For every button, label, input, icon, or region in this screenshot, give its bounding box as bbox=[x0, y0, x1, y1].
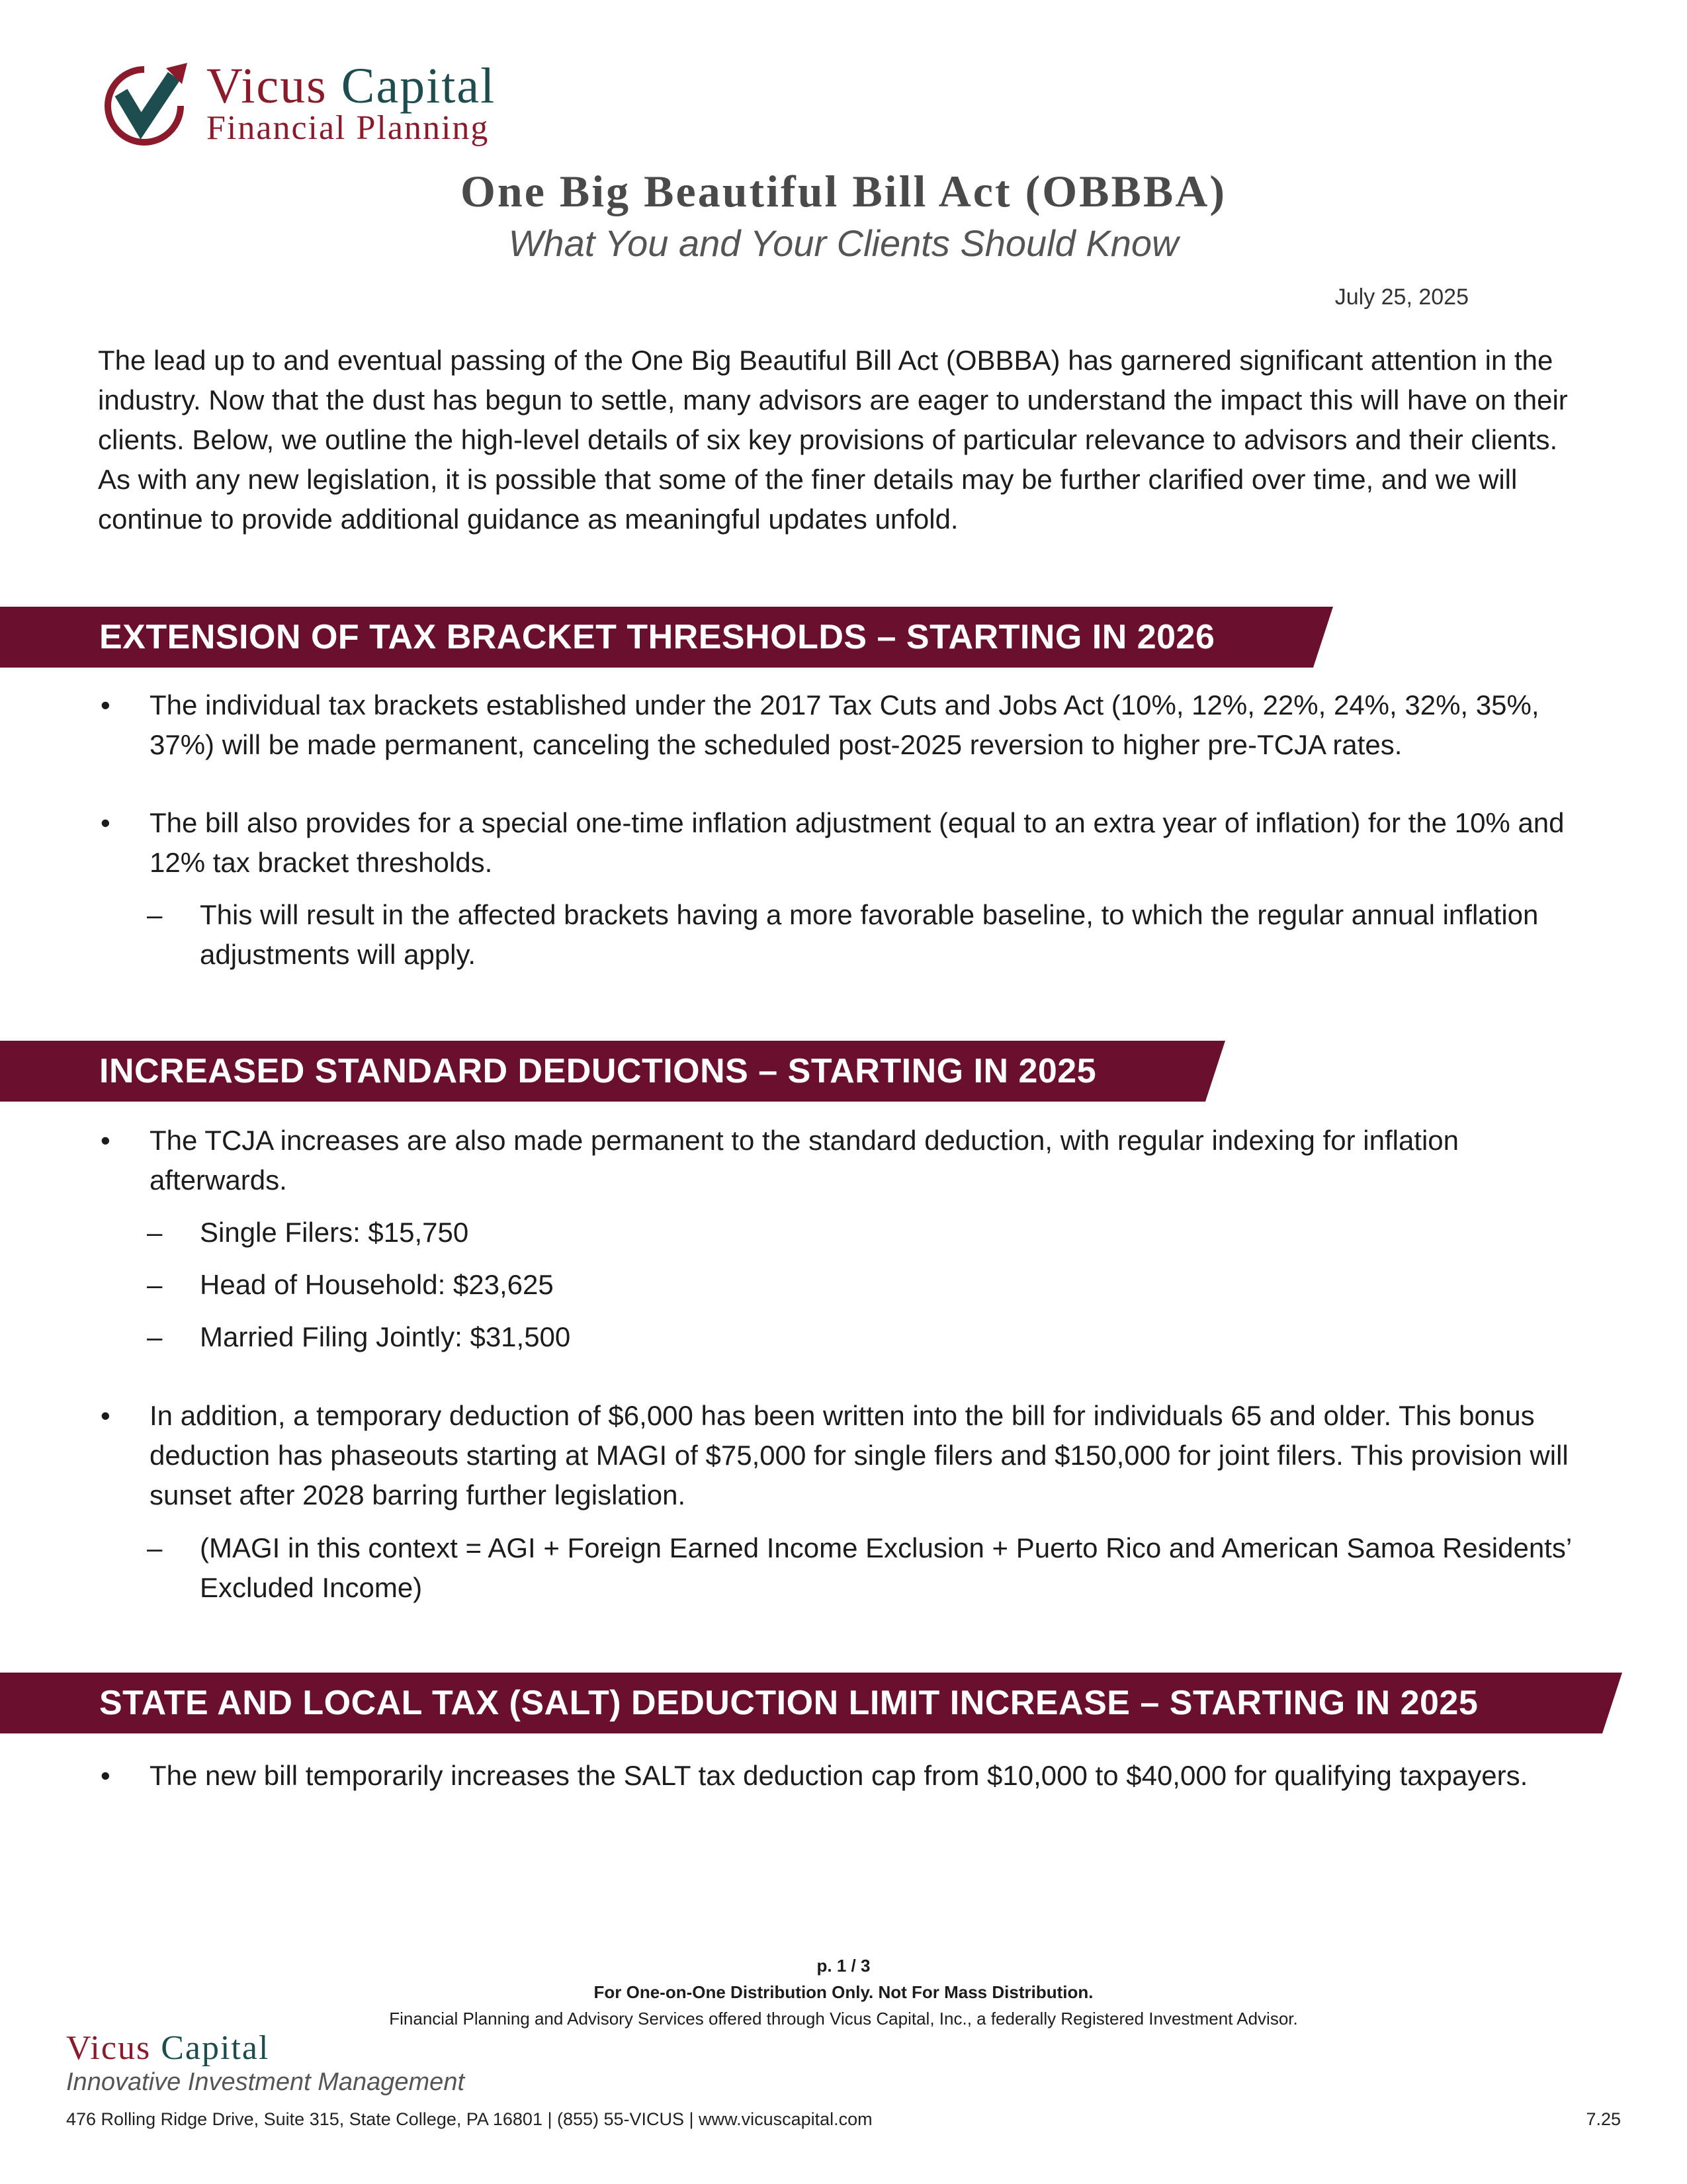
dash-icon: – bbox=[147, 1321, 163, 1352]
footer-version: 7.25 bbox=[1586, 2109, 1621, 2129]
sub-item-text: Head of Household: $23,625 bbox=[200, 1269, 554, 1300]
footer-tagline: Innovative Investment Management bbox=[66, 2068, 465, 2096]
bullet-icon: • bbox=[101, 807, 110, 838]
footer-address: 476 Rolling Ridge Drive, Suite 315, State College, PA 16801 | (855) 55-VICUS | www.vicuscapital.com bbox=[66, 2109, 873, 2129]
brand-subline: Financial Planning bbox=[206, 109, 490, 147]
section-banner-standard-deductions bbox=[0, 1041, 1225, 1102]
bullet-text: The individual tax brackets established under the 2017 Tax Cuts and Jobs Act (10%, 12%, 22%, 24%, 32%, 35%, 37%) will be made permanent, canceling the scheduled post-2025 reversion to higher pre-TCJA rates. bbox=[150, 689, 1539, 760]
document-date: July 25, 2025 bbox=[1334, 284, 1469, 310]
document-title: One Big Beautiful Bill Act (OBBBA) bbox=[460, 166, 1227, 216]
bullet-text: The TCJA increases are also made permanent to the standard deduction, with regular indexing for inflation afterwards. bbox=[150, 1125, 1459, 1196]
bullet-icon: • bbox=[101, 1125, 110, 1156]
brand-word-1: Vicus bbox=[206, 58, 327, 114]
sub-item-text: This will result in the affected brackets having a more favorable baseline, to which the regular annual inflation adjustments will apply. bbox=[200, 899, 1539, 970]
bullet-icon: • bbox=[101, 1760, 110, 1791]
section-heading: EXTENSION OF TAX BRACKET THRESHOLDS – STARTING IN 2026 bbox=[99, 618, 1215, 656]
section-heading: INCREASED STANDARD DEDUCTIONS – STARTING IN 2025 bbox=[99, 1052, 1097, 1090]
page-number: p. 1 / 3 bbox=[816, 1956, 871, 1976]
bullet-text: The new bill temporarily increases the SALT tax deduction cap from $10,000 to $40,000 for qualifying taxpayers. bbox=[150, 1760, 1528, 1791]
section-heading: STATE AND LOCAL TAX (SALT) DEDUCTION LIMIT INCREASE – STARTING IN 2025 bbox=[99, 1684, 1479, 1722]
intro-paragraph: The lead up to and eventual passing of the One Big Beautiful Bill Act (OBBBA) has garnered significant attention in the industry. Now that the dust has begun to settle, many advisors are eager to understand the impact this will have on their clients. Below, we outline the high-level details of six key provisions of particular relevance to advisors and their clients. As with any new legislation, it is possible that some of the finer details may be further clarified over time, and we will continue to provide additional guidance as meaningful updates unfold. bbox=[98, 345, 1568, 535]
vicus-logo-icon bbox=[95, 56, 194, 149]
dash-icon: – bbox=[147, 1217, 163, 1248]
brand-name bbox=[206, 58, 496, 114]
dash-icon: – bbox=[147, 899, 163, 930]
dash-icon: – bbox=[147, 1269, 163, 1300]
sub-item-text: Single Filers: $15,750 bbox=[200, 1217, 469, 1248]
advisory-notice: Financial Planning and Advisory Services offered through Vicus Capital, Inc., a federally Registered Investment Advisor. bbox=[389, 2009, 1298, 2029]
bullet-icon: • bbox=[101, 1400, 110, 1431]
dash-icon: – bbox=[147, 1532, 163, 1563]
distribution-notice: For One-on-One Distribution Only. Not For Mass Distribution. bbox=[593, 1982, 1094, 2002]
section-banner-salt bbox=[0, 1673, 1622, 1733]
footer-brand-word-2: Capital bbox=[161, 2029, 270, 2067]
sub-item-text: (MAGI in this context = AGI + Foreign Earned Income Exclusion + Puerto Rico and American Samoa Residents’ Excluded Income) bbox=[200, 1532, 1571, 1603]
brand-word-2: Capital bbox=[341, 58, 496, 114]
bullet-icon: • bbox=[101, 689, 110, 721]
bullet-text: In addition, a temporary deduction of $6,000 has been written into the bill for individuals 65 and older. This bonus deduction has phaseouts starting at MAGI of $75,000 for single filers and $150,000 for joint filers. This provision will sunset after 2028 barring further legislation. bbox=[150, 1400, 1569, 1510]
footer-brand-word-1: Vicus bbox=[66, 2029, 151, 2067]
section-banner-tax-brackets bbox=[0, 607, 1333, 668]
document-subtitle: What You and Your Clients Should Know bbox=[508, 222, 1179, 264]
footer-brand bbox=[66, 2031, 269, 2066]
sub-item-text: Married Filing Jointly: $31,500 bbox=[200, 1321, 571, 1352]
bullet-text: The bill also provides for a special one-time inflation adjustment (equal to an extra year of inflation) for the 10% and 12% tax bracket thresholds. bbox=[150, 807, 1565, 878]
